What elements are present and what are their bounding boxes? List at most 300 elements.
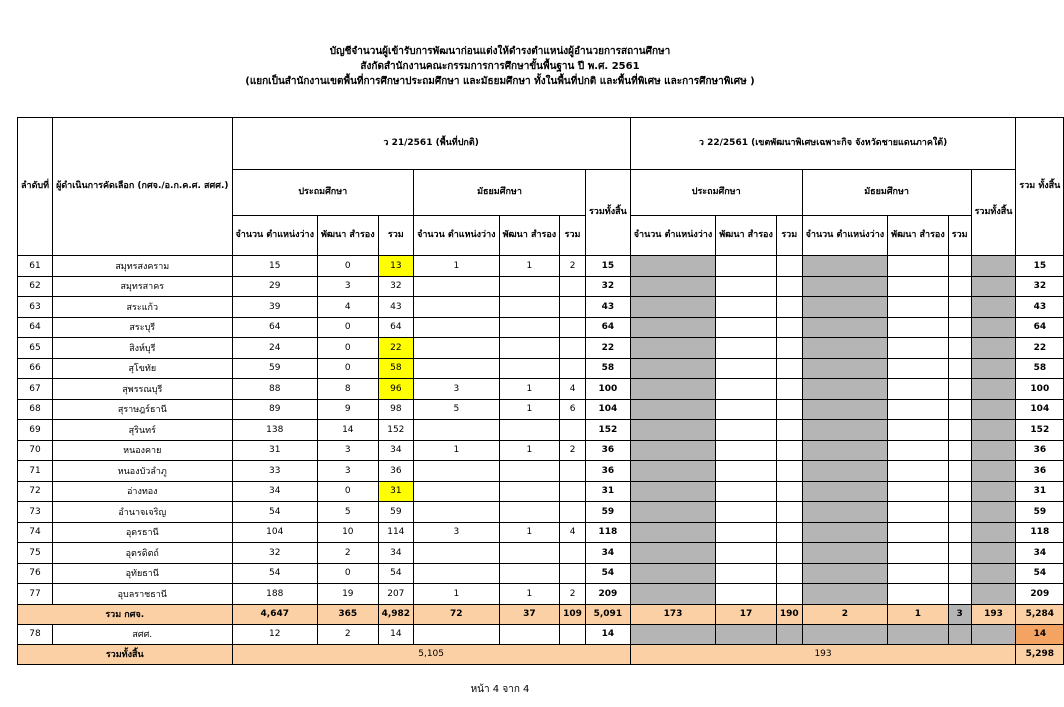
row-grand-total: 34: [1016, 543, 1064, 564]
total-ksj-s2d: 1: [888, 604, 949, 624]
row-w22-secondary-develop: [888, 440, 949, 461]
row-secondary-vacant: 1: [414, 440, 500, 461]
row-w21-total: 59: [585, 502, 630, 523]
row-primary-develop: 0: [318, 358, 379, 379]
sss-primary-sum: 14: [378, 624, 413, 644]
row-secondary-vacant: [414, 420, 500, 441]
row-primary-develop: 8: [318, 379, 379, 400]
row-agency: สระแก้ว: [53, 297, 232, 318]
row-secondary-sum: 4: [560, 379, 586, 400]
table-row: [18, 358, 1064, 379]
row-w22-primary-sum: [776, 379, 802, 400]
row-agency: สุรินทร์: [53, 420, 232, 441]
table-row: [18, 420, 1064, 441]
row-w22-primary-vacant: [630, 461, 716, 482]
total-ksj-pv: 4,647: [232, 604, 318, 624]
row-w22-primary-develop: [716, 461, 777, 482]
row-w21-total: 118: [585, 522, 630, 543]
row-primary-vacant: 59: [232, 358, 318, 379]
row-w22-total: [971, 338, 1016, 359]
table-row: [18, 256, 1064, 277]
total-ksj-ss: 109: [560, 604, 586, 624]
row-grand-total: 54: [1016, 563, 1064, 584]
row-primary-sum: 31: [378, 481, 413, 502]
row-primary-sum: 152: [378, 420, 413, 441]
row-primary-vacant: 33: [232, 461, 318, 482]
row-w22-secondary-develop: [888, 399, 949, 420]
row-grand-total: 59: [1016, 502, 1064, 523]
row-agency: อุทัยธานี: [53, 563, 232, 584]
row-w21-total: 36: [585, 461, 630, 482]
table-row: [18, 379, 1064, 400]
row-w21-total: 31: [585, 481, 630, 502]
row-w22-primary-sum: [776, 399, 802, 420]
sss-primary-vacant: 12: [232, 624, 318, 644]
row-w22-secondary-sum: [948, 543, 971, 564]
sss-seq: 78: [18, 624, 53, 644]
row-grand-total: 64: [1016, 317, 1064, 338]
row-w22-secondary-develop: [888, 420, 949, 441]
table-row: [18, 317, 1064, 338]
row-w22-primary-sum: [776, 276, 802, 297]
row-secondary-vacant: 5: [414, 399, 500, 420]
row-seq: 66: [18, 358, 53, 379]
header-sum: รวม: [776, 216, 802, 256]
row-agency: สมุทรสาคร: [53, 276, 232, 297]
row-w22-total: [971, 481, 1016, 502]
row-agency: อ่างทอง: [53, 481, 232, 502]
row-primary-develop: 9: [318, 399, 379, 420]
row-primary-vacant: 39: [232, 297, 318, 318]
total-ksj-ps: 4,982: [378, 604, 413, 624]
row-primary-vacant: 29: [232, 276, 318, 297]
row-primary-sum: 13: [378, 256, 413, 277]
table-row: [18, 440, 1064, 461]
row-primary-develop: 4: [318, 297, 379, 318]
row-w22-secondary-develop: [888, 522, 949, 543]
row-primary-develop: 0: [318, 481, 379, 502]
row-seq: 67: [18, 379, 53, 400]
row-primary-sum: 34: [378, 543, 413, 564]
row-w22-primary-sum: [776, 358, 802, 379]
row-w22-secondary-vacant: [802, 317, 888, 338]
row-primary-sum: 98: [378, 399, 413, 420]
title-line-3: (แยกเป็นสำนักงานเขตพื้นที่การศึกษาประถมศึกษา และมัธยมศึกษา ทั้งในพื้นที่ปกติ และพื้นที่พิเศษ และการศึกษาพิเศษ ): [245, 76, 755, 87]
row-w22-primary-vacant: [630, 481, 716, 502]
table-row: [18, 461, 1064, 482]
row-w22-secondary-vacant: [802, 543, 888, 564]
row-w22-primary-sum: [776, 543, 802, 564]
row-grand-total: 31: [1016, 481, 1064, 502]
sss-secondary-develop: [499, 624, 560, 644]
row-w21-total: 36: [585, 440, 630, 461]
row-primary-vacant: 54: [232, 563, 318, 584]
row-primary-sum: 34: [378, 440, 413, 461]
header-grand: รวม ทั้งสิ้น: [1016, 118, 1064, 256]
row-secondary-develop: 1: [499, 399, 560, 420]
row-w22-primary-vacant: [630, 543, 716, 564]
row-primary-sum: 22: [378, 338, 413, 359]
row-w22-primary-vacant: [630, 317, 716, 338]
row-w22-secondary-sum: [948, 440, 971, 461]
row-w22-secondary-sum: [948, 276, 971, 297]
row-grand-total: 43: [1016, 297, 1064, 318]
row-seq: 70: [18, 440, 53, 461]
row-w22-primary-vacant: [630, 276, 716, 297]
table-row: [18, 297, 1064, 318]
total-ksj-p2s: 190: [776, 604, 802, 624]
row-primary-sum: 114: [378, 522, 413, 543]
row-w22-secondary-develop: [888, 358, 949, 379]
row-w22-secondary-develop: [888, 584, 949, 605]
row-w22-primary-sum: [776, 522, 802, 543]
grand-total-all: 5,298: [1016, 644, 1064, 664]
row-w22-secondary-develop: [888, 481, 949, 502]
header-w22: ว 22/2561 (เขตพัฒนาพิเศษเฉพาะกิจ จังหวัดชายแดนภาคใต้): [630, 118, 1016, 170]
header-vacant: จำนวน ตำแหน่งว่าง: [630, 216, 716, 256]
total-ksj-row: [18, 604, 1064, 624]
sss-w22-cell: [776, 624, 802, 644]
row-agency: สุโขทัย: [53, 358, 232, 379]
row-grand-total: 100: [1016, 379, 1064, 400]
row-w22-secondary-sum: [948, 338, 971, 359]
row-primary-develop: 0: [318, 317, 379, 338]
row-w22-total: [971, 399, 1016, 420]
row-w22-primary-vacant: [630, 297, 716, 318]
row-agency: อุดรธานี: [53, 522, 232, 543]
row-secondary-vacant: [414, 317, 500, 338]
total-ksj-tot: 5,091: [585, 604, 630, 624]
sss-w22-cell: [716, 624, 777, 644]
row-secondary-develop: [499, 358, 560, 379]
total-ksj-pd: 365: [318, 604, 379, 624]
sss-w22-cell: [630, 624, 716, 644]
row-w22-secondary-vacant: [802, 297, 888, 318]
header-develop: พัฒนา สำรอง: [318, 216, 379, 256]
total-ksj-grand: 5,284: [1016, 604, 1064, 624]
row-primary-develop: 10: [318, 522, 379, 543]
row-agency: สระบุรี: [53, 317, 232, 338]
row-w22-secondary-develop: [888, 276, 949, 297]
row-primary-vacant: 64: [232, 317, 318, 338]
header-seq: ลำดับที่: [18, 118, 53, 256]
row-seq: 75: [18, 543, 53, 564]
header-w22-primary: ประถมศึกษา: [630, 170, 802, 216]
row-w22-primary-develop: [716, 399, 777, 420]
header-w21: ว 21/2561 (พื้นที่ปกติ): [232, 118, 630, 170]
row-primary-vacant: 54: [232, 502, 318, 523]
row-w21-total: 58: [585, 358, 630, 379]
row-secondary-sum: 6: [560, 399, 586, 420]
row-secondary-sum: [560, 502, 586, 523]
row-w22-secondary-develop: [888, 317, 949, 338]
row-secondary-develop: [499, 420, 560, 441]
total-ksj-sd: 37: [499, 604, 560, 624]
sss-agency: สศศ.: [53, 624, 232, 644]
row-seq: 62: [18, 276, 53, 297]
row-primary-vacant: 24: [232, 338, 318, 359]
header-develop: พัฒนา สำรอง: [499, 216, 560, 256]
row-secondary-vacant: [414, 502, 500, 523]
row-w22-primary-sum: [776, 256, 802, 277]
sss-secondary-vacant: [414, 624, 500, 644]
row-w22-secondary-develop: [888, 461, 949, 482]
row-w22-secondary-sum: [948, 522, 971, 543]
sss-grand-total: 14: [1016, 624, 1064, 644]
header-sum: รวม: [948, 216, 971, 256]
row-w22-secondary-vacant: [802, 420, 888, 441]
row-w22-secondary-sum: [948, 584, 971, 605]
row-secondary-vacant: [414, 358, 500, 379]
row-seq: 65: [18, 338, 53, 359]
header-w21-primary: ประถมศึกษา: [232, 170, 414, 216]
row-primary-sum: 54: [378, 563, 413, 584]
row-secondary-develop: 1: [499, 256, 560, 277]
table-row: [18, 522, 1064, 543]
row-secondary-vacant: [414, 461, 500, 482]
total-ksj-sv: 72: [414, 604, 500, 624]
row-grand-total: 58: [1016, 358, 1064, 379]
row-w21-total: 43: [585, 297, 630, 318]
row-agency: หนองคาย: [53, 440, 232, 461]
row-w22-primary-develop: [716, 358, 777, 379]
row-w22-secondary-sum: [948, 399, 971, 420]
row-w22-primary-sum: [776, 297, 802, 318]
row-primary-vacant: 188: [232, 584, 318, 605]
row-secondary-develop: 1: [499, 379, 560, 400]
header-sum: รวม: [378, 216, 413, 256]
row-w22-primary-vacant: [630, 358, 716, 379]
row-w21-total: 209: [585, 584, 630, 605]
row-w22-primary-develop: [716, 522, 777, 543]
row-secondary-vacant: [414, 543, 500, 564]
table-row: [18, 563, 1064, 584]
row-secondary-vacant: [414, 297, 500, 318]
row-agency: สิงห์บุรี: [53, 338, 232, 359]
row-grand-total: 104: [1016, 399, 1064, 420]
row-secondary-develop: [499, 563, 560, 584]
row-w22-total: [971, 584, 1016, 605]
header-w21-sumall: รวมทั้งสิ้น: [585, 170, 630, 256]
header-agency: ผู้ดำเนินการคัดเลือก (กศจ./อ.ก.ค.ศ. สศศ.): [53, 118, 232, 256]
row-w22-secondary-develop: [888, 543, 949, 564]
sss-w22-cell: [802, 624, 888, 644]
row-w21-total: 54: [585, 563, 630, 584]
row-w22-primary-sum: [776, 440, 802, 461]
row-seq: 61: [18, 256, 53, 277]
row-primary-develop: 3: [318, 440, 379, 461]
row-w22-total: [971, 502, 1016, 523]
row-agency: อำนาจเจริญ: [53, 502, 232, 523]
row-primary-sum: 207: [378, 584, 413, 605]
sss-w22-cell: [888, 624, 949, 644]
row-seq: 77: [18, 584, 53, 605]
row-secondary-sum: [560, 338, 586, 359]
row-secondary-sum: [560, 543, 586, 564]
row-w22-primary-sum: [776, 338, 802, 359]
row-w22-secondary-develop: [888, 297, 949, 318]
row-w22-secondary-vacant: [802, 481, 888, 502]
row-w22-total: [971, 420, 1016, 441]
row-grand-total: 32: [1016, 276, 1064, 297]
row-w22-total: [971, 358, 1016, 379]
row-primary-sum: 43: [378, 297, 413, 318]
row-w22-secondary-vacant: [802, 440, 888, 461]
row-secondary-develop: [499, 338, 560, 359]
header-vacant: จำนวน ตำแหน่งว่าง: [414, 216, 500, 256]
row-primary-vacant: 138: [232, 420, 318, 441]
row-w22-primary-develop: [716, 317, 777, 338]
row-secondary-develop: [499, 502, 560, 523]
row-grand-total: 15: [1016, 256, 1064, 277]
row-seq: 74: [18, 522, 53, 543]
row-secondary-vacant: [414, 338, 500, 359]
row-seq: 72: [18, 481, 53, 502]
table-row: [18, 481, 1064, 502]
row-primary-vacant: 15: [232, 256, 318, 277]
row-primary-vacant: 104: [232, 522, 318, 543]
row-secondary-sum: [560, 276, 586, 297]
row-seq: 76: [18, 563, 53, 584]
row-w21-total: 64: [585, 317, 630, 338]
row-w21-total: 22: [585, 338, 630, 359]
row-agency: อุบลราชธานี: [53, 584, 232, 605]
grand-total-row: [18, 644, 1064, 664]
row-w22-secondary-vacant: [802, 461, 888, 482]
row-secondary-sum: 4: [560, 522, 586, 543]
row-w22-total: [971, 276, 1016, 297]
row-w22-primary-develop: [716, 338, 777, 359]
row-w22-secondary-vacant: [802, 358, 888, 379]
row-w22-primary-develop: [716, 481, 777, 502]
row-secondary-sum: 2: [560, 256, 586, 277]
header-sum: รวม: [560, 216, 586, 256]
row-grand-total: 36: [1016, 461, 1064, 482]
row-primary-vacant: 88: [232, 379, 318, 400]
table-row: [18, 502, 1064, 523]
row-secondary-vacant: [414, 481, 500, 502]
row-primary-sum: 96: [378, 379, 413, 400]
sss-primary-develop: 2: [318, 624, 379, 644]
row-w22-secondary-vacant: [802, 256, 888, 277]
row-grand-total: 36: [1016, 440, 1064, 461]
row-seq: 64: [18, 317, 53, 338]
row-w22-primary-develop: [716, 276, 777, 297]
row-primary-sum: 58: [378, 358, 413, 379]
title-line-1: บัญชีจำนวนผู้เข้ารับการพัฒนาก่อนแต่งให้ดำรงตำแหน่งผู้อำนวยการสถานศึกษา: [329, 46, 671, 57]
header-develop: พัฒนา สำรอง: [716, 216, 777, 256]
row-w22-primary-sum: [776, 563, 802, 584]
row-primary-develop: 3: [318, 461, 379, 482]
table-row: [18, 276, 1064, 297]
row-w22-primary-develop: [716, 563, 777, 584]
sss-secondary-sum: [560, 624, 586, 644]
row-primary-develop: 0: [318, 338, 379, 359]
row-w22-secondary-sum: [948, 358, 971, 379]
row-w22-secondary-develop: [888, 379, 949, 400]
row-secondary-develop: [499, 481, 560, 502]
sss-w22-cell: [971, 624, 1016, 644]
total-ksj-label: รวม กศจ.: [18, 604, 233, 624]
row-w22-primary-vacant: [630, 522, 716, 543]
table-row: [18, 543, 1064, 564]
row-primary-vacant: 32: [232, 543, 318, 564]
row-secondary-sum: 2: [560, 584, 586, 605]
table-row: [18, 338, 1064, 359]
row-secondary-sum: [560, 297, 586, 318]
row-w22-total: [971, 461, 1016, 482]
row-primary-develop: 0: [318, 563, 379, 584]
row-w22-total: [971, 317, 1016, 338]
row-w22-primary-sum: [776, 481, 802, 502]
total-ksj-s2v: 2: [802, 604, 888, 624]
row-agency: สุราษฎร์ธานี: [53, 399, 232, 420]
row-primary-develop: 3: [318, 276, 379, 297]
table-row: [18, 584, 1064, 605]
sss-row: [18, 624, 1064, 644]
grand-total-label: รวมทั้งสิ้น: [18, 644, 233, 664]
row-grand-total: 152: [1016, 420, 1064, 441]
row-w22-primary-develop: [716, 256, 777, 277]
total-ksj-tot2: 193: [971, 604, 1016, 624]
row-w22-primary-develop: [716, 584, 777, 605]
total-ksj-p2d: 17: [716, 604, 777, 624]
row-secondary-develop: [499, 297, 560, 318]
row-w22-secondary-sum: [948, 256, 971, 277]
row-w22-primary-vacant: [630, 399, 716, 420]
row-w21-total: 100: [585, 379, 630, 400]
row-w21-total: 32: [585, 276, 630, 297]
row-w22-primary-vacant: [630, 440, 716, 461]
title-line-2: สังกัดสำนักงานคณะกรรมการการศึกษาขั้นพื้นฐาน ปี พ.ศ. 2561: [360, 61, 640, 72]
row-secondary-vacant: 3: [414, 379, 500, 400]
row-seq: 71: [18, 461, 53, 482]
row-secondary-sum: [560, 358, 586, 379]
row-w22-primary-develop: [716, 379, 777, 400]
row-grand-total: 209: [1016, 584, 1064, 605]
row-secondary-sum: [560, 461, 586, 482]
row-primary-vacant: 34: [232, 481, 318, 502]
row-secondary-develop: 1: [499, 584, 560, 605]
row-w22-secondary-sum: [948, 297, 971, 318]
row-w22-primary-develop: [716, 297, 777, 318]
row-w22-secondary-vacant: [802, 563, 888, 584]
row-w21-total: 34: [585, 543, 630, 564]
grand-total-w22: 193: [630, 644, 1016, 664]
row-w22-primary-sum: [776, 317, 802, 338]
row-w22-primary-vacant: [630, 256, 716, 277]
row-secondary-vacant: 1: [414, 584, 500, 605]
row-secondary-develop: [499, 276, 560, 297]
document-title-block: [0, 44, 1000, 89]
row-w22-secondary-sum: [948, 502, 971, 523]
row-w22-primary-sum: [776, 420, 802, 441]
row-primary-vacant: 89: [232, 399, 318, 420]
row-w22-secondary-sum: [948, 420, 971, 441]
row-seq: 63: [18, 297, 53, 318]
row-w22-secondary-sum: [948, 563, 971, 584]
row-w22-primary-vacant: [630, 563, 716, 584]
row-w22-total: [971, 440, 1016, 461]
row-primary-develop: 14: [318, 420, 379, 441]
row-secondary-develop: 1: [499, 522, 560, 543]
row-w21-total: 104: [585, 399, 630, 420]
row-secondary-sum: 2: [560, 440, 586, 461]
row-w22-primary-sum: [776, 461, 802, 482]
header-vacant: จำนวน ตำแหน่งว่าง: [802, 216, 888, 256]
row-w22-secondary-sum: [948, 461, 971, 482]
row-w22-primary-develop: [716, 440, 777, 461]
